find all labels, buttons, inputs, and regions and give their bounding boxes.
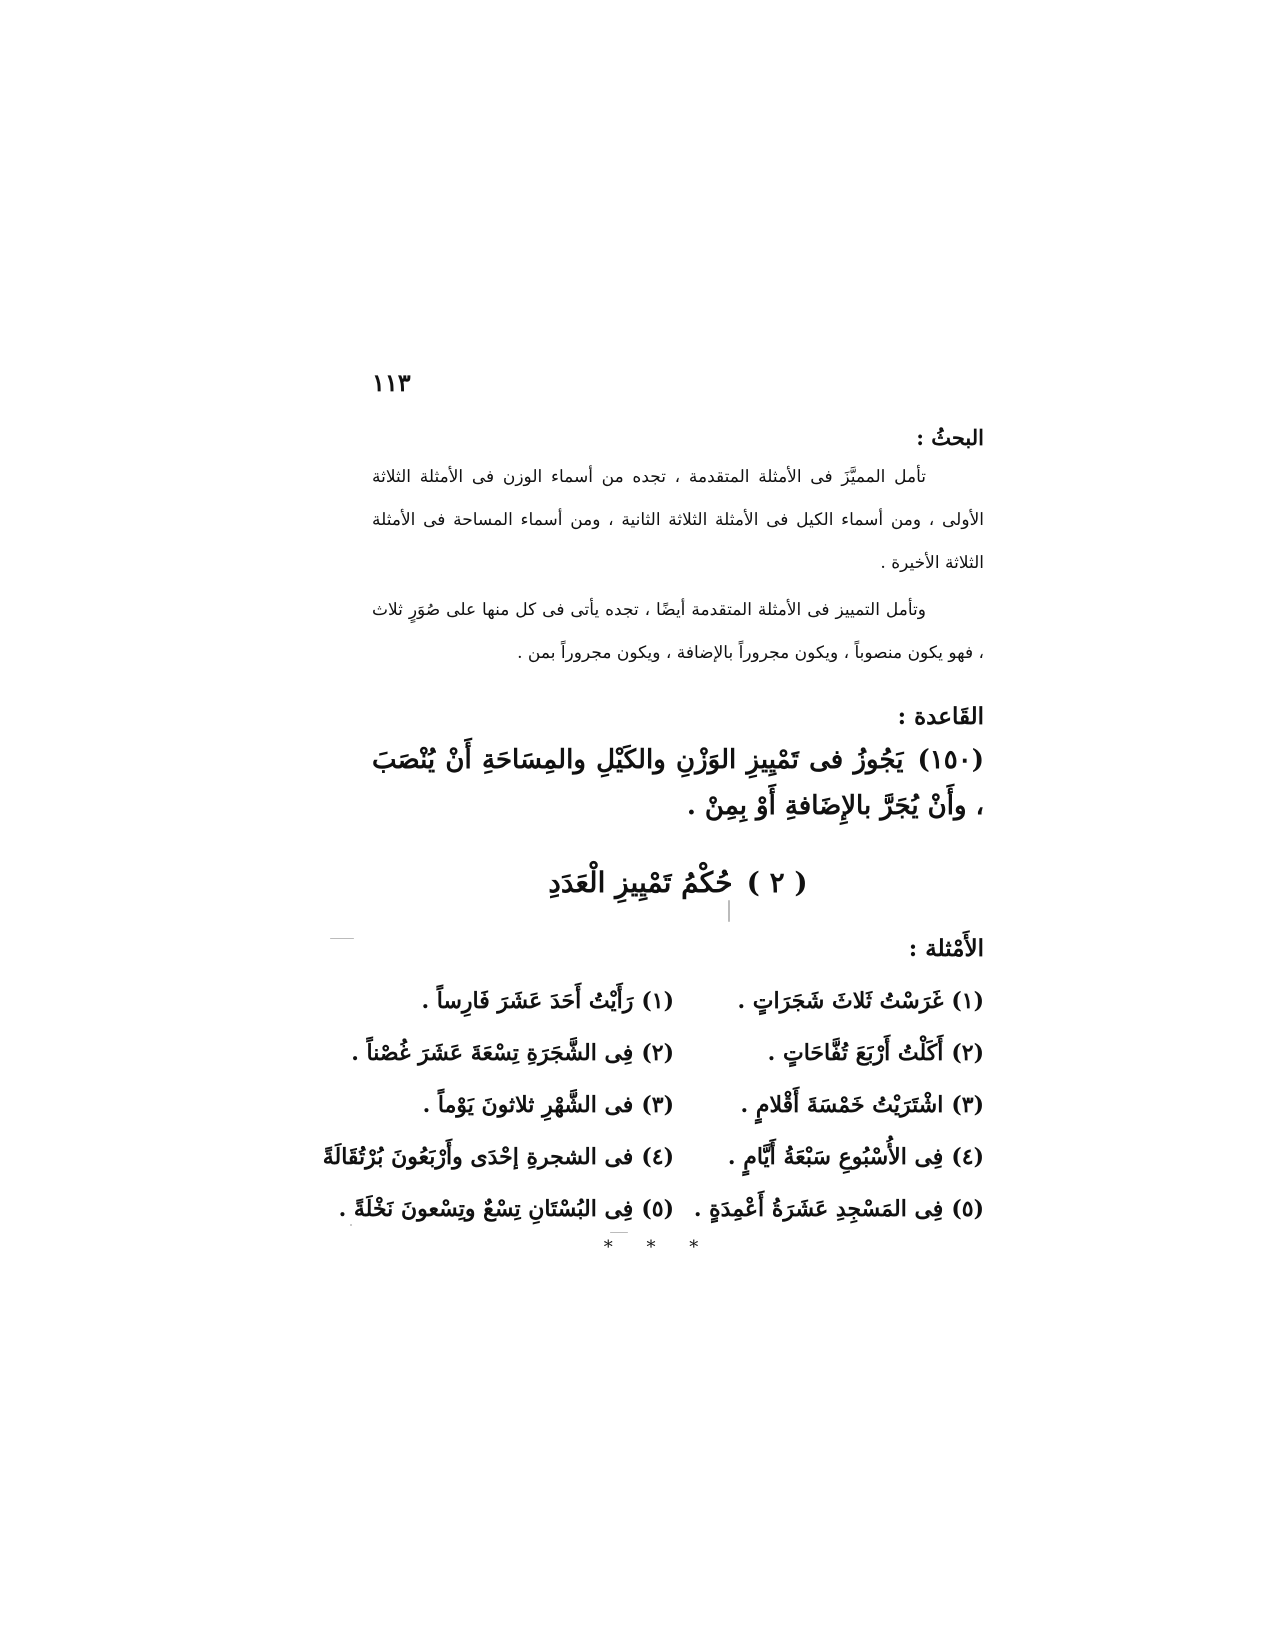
- examples-list: [322, 975, 984, 1235]
- research-label: البحثُ :: [916, 425, 984, 450]
- scan-speck: [728, 900, 730, 922]
- research-paragraph-2: وتأمل التمييز فى الأمثلة المتقدمة أيضًا ، تجده يأتى فى كل منها على صُوَرٍ ثلاث ، فهو يكون منصوباً ، ويكون مجروراً بالإضافة ، ويكون مجروراً بمن .: [372, 600, 984, 663]
- example-number: (٢): [641, 1040, 674, 1066]
- example-column-a-item: [674, 1027, 984, 1079]
- scan-speck: [610, 1232, 628, 1233]
- example-text: أَكَلْتُ أَرْبَعَ تُفَّاحَاتٍ .: [767, 1040, 944, 1066]
- text-column: [322, 420, 984, 1259]
- example-column-b-item: [372, 975, 674, 1027]
- rule-label: القَاعدة :: [897, 703, 984, 730]
- example-column-a-item: [674, 1131, 984, 1183]
- example-number: (٤): [951, 1144, 984, 1170]
- example-row: [338, 1183, 984, 1235]
- page-number: ١١٣: [372, 368, 411, 397]
- example-text: اشْتَرَيْتُ خَمْسَةَ أَقْلامٍ .: [740, 1092, 944, 1118]
- section-heading: [372, 859, 984, 907]
- example-text: غَرَسْتُ ثَلاثَ شَجَرَاتٍ .: [737, 988, 944, 1014]
- example-column-a-item: [674, 1183, 984, 1235]
- scan-speck: [330, 938, 354, 939]
- example-row: [372, 975, 984, 1027]
- example-number: (١): [641, 988, 674, 1014]
- example-column-a-item: [674, 975, 984, 1027]
- example-text: فِى الشَّجَرَةِ تِسْعَةَ عَشَرَ غُصْناً .: [351, 1040, 634, 1066]
- example-number: (٣): [641, 1092, 674, 1118]
- example-text: فى الشجرةِ إحْدَى وأَرْبَعُونَ بُرْتُقَالَةً: [322, 1144, 634, 1170]
- scan-speck: [350, 1224, 352, 1226]
- example-number: (١): [951, 988, 984, 1014]
- example-text: رَأَيْتُ أَحَدَ عَشَرَ فَارِساً .: [421, 988, 634, 1014]
- example-text: فِى البُسْتَانِ تِسْعٌ وتِسْعونَ نَخْلَةً .: [338, 1196, 634, 1222]
- example-column-b-item: [338, 1183, 674, 1235]
- section-heading-title: حُكْمُ تَمْيِيزِ الْعَدَدِ: [548, 866, 733, 899]
- research-paragraph-1: تأمل المميَّزَ فى الأمثلة المتقدمة ، تجده من أسماء الوزن فى الأمثلة الثلاثة الأولى ، ومن أسماء الكيل فى الأمثلة الثلاثة الثانية ، ومن أسماء المساحة فى الأمثلة الثلاثة الأخيرة .: [372, 467, 984, 573]
- example-text: فِى المَسْجِدِ عَشَرَةُ أَعْمِدَةٍ .: [693, 1196, 944, 1222]
- rule-body: يَجُوزُ فى تَمْيِيزِ الوَزْنِ والكَيْلِ والمِسَاحَةِ أَنْ يُنْصَبَ ، وأَنْ يُجَرَّ بالإِضَافةِ أَوْ بِمِنْ .: [372, 745, 984, 821]
- example-row: [372, 1079, 984, 1131]
- example-row: [351, 1027, 984, 1079]
- rule-number: (١٥٠): [917, 745, 984, 775]
- example-text: فى الشَّهْرِ ثلاثونَ يَوْماً .: [422, 1092, 634, 1118]
- example-column-b-item: [322, 1131, 674, 1183]
- rule-text: [372, 737, 984, 829]
- example-column-b-item: [372, 1079, 674, 1131]
- example-column-a-item: [674, 1079, 984, 1131]
- example-row: [322, 1131, 984, 1183]
- example-column-b-item: [351, 1027, 674, 1079]
- example-number: (٥): [641, 1196, 674, 1222]
- example-number: (٥): [951, 1196, 984, 1222]
- example-number: (٢): [951, 1040, 984, 1066]
- examples-label: الأَمْثلة :: [908, 935, 984, 962]
- example-text: فِى الأُسْبُوعِ سَبْعَةُ أَيَّامٍ .: [727, 1144, 944, 1170]
- example-number: (٤): [641, 1144, 674, 1170]
- section-end-mark: * * *: [603, 1237, 713, 1258]
- section-heading-number: ( ٢ ): [746, 866, 808, 899]
- example-number: (٣): [951, 1092, 984, 1118]
